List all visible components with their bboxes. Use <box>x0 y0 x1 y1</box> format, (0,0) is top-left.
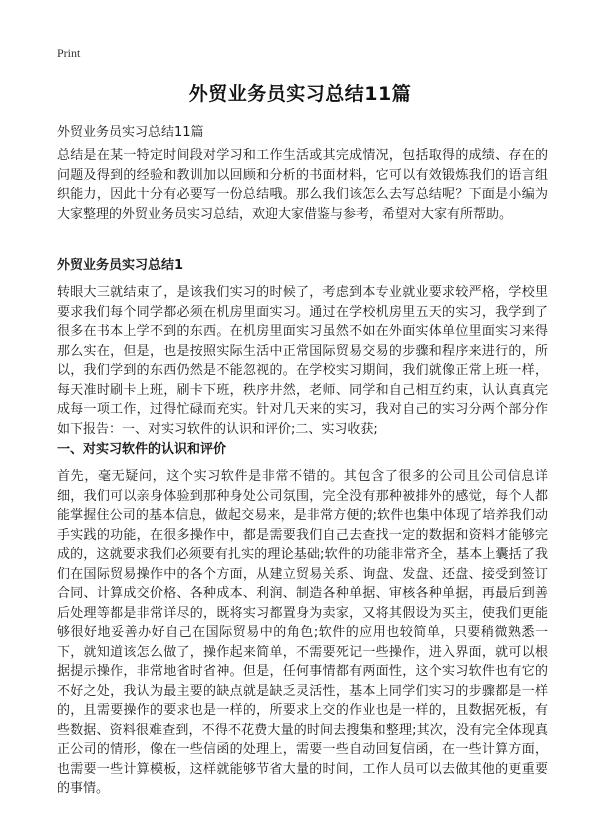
intro-paragraph: 总结是在某一特定时间段对学习和工作生活或其完成情况，包括取得的成绩、存在的问题及得到的经验和教训加以回顾和分析的书面材料，它可以有效锻炼我们的语言组织能力，因此十分有必要写一份总结哦。那么我们该怎么去写总结呢？下面是小编为大家整理的外贸业务员实习总结，欢迎大家借鉴与参考，希望对大家有所帮助。 <box>57 148 548 222</box>
document-subtitle: 外贸业务员实习总结11篇 <box>57 125 204 140</box>
print-link[interactable]: Print <box>57 46 81 60</box>
document-title: 外贸业务员实习总结11篇 <box>188 83 412 105</box>
section-heading: 外贸业务员实习总结1 <box>57 258 184 273</box>
section-heading: 一、对实习软件的认识和评价 <box>57 442 227 457</box>
body-paragraph: 首先，毫无疑问，这个实习软件是非常不错的。其包含了很多的公司且公司信息详细，我们可以亲身体验到那种身处公司氛围，完全没有那种被排外的感觉，每个人都能掌握住公司的基本信息，做起交易来，是非常方便的;软件也集中体现了培养我们动手实践的功能，在很多操作中，都是需要我们自己去查找一定的数据和资料才能够完成的，这就要求我们必须要有扎实的理论基础;软件的功能非常齐全，基本上囊括了我们在国际贸易操作中的各个方面，从建立贸易关系、询盘、发盘、还盘、接受到签订合同、计算成交价格、各种成本、利润、制造各种单据、审核各种单据，再最后到善后处理等都是非常详尽的，既将实习都置身为卖家，又将其假设为买主，使我们更能够很好地妥善办好自己在国际贸易中的角色;软件的应用也较简单，只要稍微熟悉一下，就知道该怎么做了，操作起来简单，不需要死记一些操作，进入界面，就可以根据提示操作，非常地省时省神。但是，任何事情都有两面性，这个实习软件也有它的不好之处，我认为最主要的缺点就是缺乏灵活性，基本上同学们实习的步骤都是一样的，且需要操作的要求也是一样的，所要求上交的作业也是一样的，且数据死板，有些数据、资料很难查到，不得不花费大量的时间去搜集和整理;其次，没有完全体现真正公司的情形，像在一些信函的处理上，需要一些自动回复信函，在一些计算方面，也需要一些计算模板，这样就能够节省大量的时间，工作人员可以去做其他的更重要的事情。 <box>57 469 548 796</box>
body-paragraph: 转眼大三就结束了，是该我们实习的时候了，考虑到本专业就业要求较严格，学校里要求我们每个同学都必须在机房里面实习。通过在学校机房里五天的实习，我学到了很多在书本上学不到的东西。在机房里面实习虽然不如在外面实体单位里面实习来得那么实在，但是，也是按照实际生活中正常国际贸易交易的步骤和程序来进行的，所以，我们学到的东西仍然是不能忽视的。在学校实习期间，我们就像正常上班一样，每天准时刷卡上班，刷卡下班，秩序井然，老师、同学和自己相互约束，认认真真完成每一项工作，过得忙碌而充实。针对几天来的实习，我对自己的实习分两个部分作如下报告：一、对实习软件的认识和评价;二、实习收获; <box>57 285 548 437</box>
